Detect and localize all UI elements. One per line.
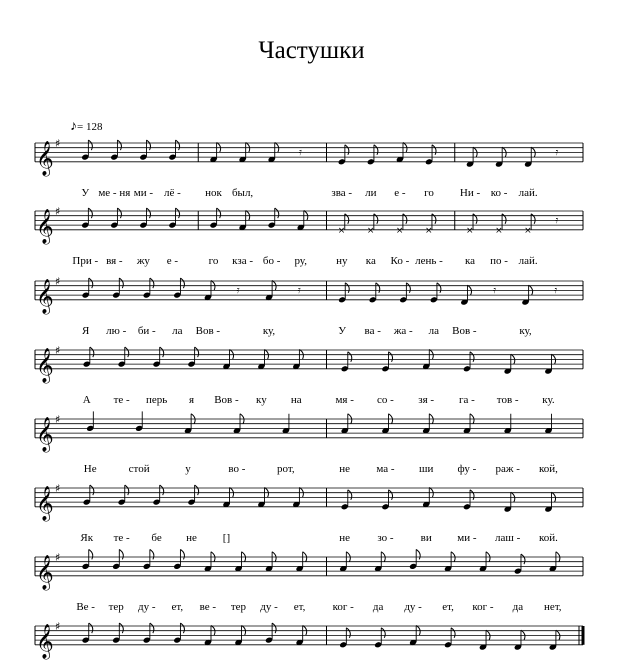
note-flag (89, 278, 93, 288)
note-flag (521, 554, 525, 564)
note-flag (470, 490, 474, 500)
note-flag (374, 145, 378, 155)
note-flag (345, 145, 349, 155)
lyric-syllable: Я (81, 324, 90, 337)
lyric-syllable: Ни - (459, 186, 481, 199)
note-flag (470, 352, 474, 362)
note-flag (451, 628, 455, 638)
lyric-syllable: При - (72, 254, 99, 267)
lyric-syllable: ме - ня (98, 186, 131, 199)
lyric-syllable: лаш - (495, 531, 521, 544)
eighth-note-icon: ♪ (70, 119, 77, 134)
lyric-syllable: ли (365, 186, 377, 199)
lyric-syllable: зо - (377, 531, 394, 544)
lyric-syllable: кой, (538, 462, 558, 475)
lyric-syllable: лай. (518, 254, 538, 267)
lyric-syllable: ви (420, 531, 432, 544)
note-flag (125, 347, 129, 357)
note-flag (160, 485, 164, 495)
lyric-syllable: Як (80, 531, 94, 544)
sharp-icon: ♯ (55, 205, 61, 218)
note-flag (348, 352, 352, 362)
note-flag (150, 278, 154, 288)
lyric-syllable: жа - (393, 324, 413, 337)
rest-icon: 𝄿 (555, 215, 559, 227)
lyric-syllable: да (372, 600, 384, 613)
tempo-value: = 128 (77, 121, 103, 133)
lyric-syllable: лю - (106, 324, 127, 337)
lyric-syllable: лень - (415, 254, 443, 267)
note-flag (432, 145, 436, 155)
treble-clef-icon: 𝄞 (36, 278, 54, 314)
note-flag (150, 623, 154, 633)
lyric-syllable: Ко - (390, 254, 410, 267)
lyric-syllable: ла (172, 324, 183, 337)
note-flag (119, 623, 123, 633)
lyric-syllable: ма - (376, 462, 395, 475)
lyric-syllable: го (208, 254, 219, 267)
lyric-syllable: ко - (490, 186, 508, 199)
lyric-syllable: ет, (293, 600, 306, 613)
lyric-syllable: я (188, 393, 195, 406)
lyric-syllable: тер (108, 600, 124, 613)
lyric-syllable: ет, (171, 600, 184, 613)
lyric-syllable: у (185, 462, 191, 475)
x-notehead: × (395, 225, 404, 236)
lyric-syllable: кза - (232, 254, 253, 267)
x-notehead: × (466, 225, 474, 236)
lyric-syllable: ла (428, 324, 440, 337)
lyric-syllable: зя - (418, 393, 435, 406)
lyric-syllable: ду - (138, 600, 156, 613)
lyric-syllable: бо - (262, 254, 281, 267)
lyric-syllable: фу - (457, 462, 477, 475)
lyric-syllable: У (338, 324, 347, 337)
lyric-syllable: лай. (518, 186, 538, 199)
note-flag (180, 278, 184, 288)
note-flag (348, 490, 352, 500)
note-flag (376, 283, 380, 293)
lyric-syllable: ду - (404, 600, 422, 613)
rest-icon: 𝄿 (492, 285, 497, 297)
lyric-syllable: ет, (442, 600, 454, 613)
lyric-syllable: перь (145, 393, 168, 406)
sharp-icon: ♯ (55, 137, 61, 150)
lyric-syllable: нет, (544, 600, 562, 613)
lyric-syllable: ка (464, 254, 476, 267)
note-flag (88, 140, 92, 150)
lyric-syllable: ку. (542, 393, 555, 406)
x-notehead: × (366, 225, 375, 236)
lyric-syllable: не (186, 531, 197, 544)
lyric-syllable: был, (231, 186, 254, 199)
treble-clef-icon: 𝄞 (36, 347, 54, 383)
note-flag (160, 347, 164, 357)
lyric-syllable: ва - (364, 324, 381, 337)
treble-clef-icon: 𝄞 (36, 208, 54, 244)
lyric-syllable: тов - (496, 393, 519, 406)
rest-icon: 𝄿 (297, 285, 301, 297)
lyric-syllable: не (339, 531, 351, 544)
lyric-syllable: ку, (519, 324, 532, 337)
lyric-syllable: би - (137, 324, 156, 337)
lyric-syllable: ка (365, 254, 376, 267)
staff-system (35, 344, 583, 406)
note-flag (195, 485, 199, 495)
sharp-icon: ♯ (55, 620, 61, 633)
lyric-syllable: кой. (538, 531, 558, 544)
lyric-syllable: мя - (335, 393, 354, 406)
note-flag (150, 549, 154, 559)
lyric-syllable: е - (166, 254, 179, 267)
sharp-icon: ♯ (55, 413, 61, 426)
lyric-syllable: га - (459, 393, 475, 406)
lyric-syllable: не (339, 462, 351, 475)
lyric-syllable: бе (151, 531, 162, 544)
rest-icon: 𝄿 (236, 285, 240, 297)
lyric-syllable: те - (113, 531, 130, 544)
staff-system (35, 205, 583, 267)
lyric-syllable: тер (230, 600, 247, 613)
lyric-syllable: Ве - (76, 600, 95, 613)
note-flag (90, 485, 94, 495)
note-flag (89, 623, 93, 633)
lyric-syllable: нок (205, 186, 222, 199)
x-notehead: × (424, 225, 433, 236)
lyric-syllable: ну (336, 254, 348, 267)
rest-icon: 𝄿 (298, 147, 302, 159)
x-notehead: × (337, 225, 346, 236)
note-flag (437, 283, 441, 293)
treble-clef-icon: 𝄞 (36, 140, 54, 176)
rest-icon: 𝄿 (555, 147, 559, 159)
note-flag (195, 347, 199, 357)
lyric-syllable: ве - (199, 600, 217, 613)
note-flag (146, 140, 150, 150)
note-flag (117, 208, 121, 218)
note-flag (275, 208, 279, 218)
note-flag (146, 208, 150, 218)
x-notehead: × (524, 225, 532, 236)
treble-clef-icon: 𝄞 (36, 485, 54, 521)
lyric-syllable: те - (113, 393, 130, 406)
staff-system (35, 549, 583, 612)
staff-system (35, 411, 583, 474)
lyric-syllable: [] (222, 531, 231, 544)
lyric-syllable: раж - (495, 462, 520, 475)
note-flag (117, 140, 121, 150)
treble-clef-icon: 𝄞 (36, 554, 54, 590)
note-flag (416, 549, 420, 559)
lyric-syllable: е - (394, 186, 406, 199)
lyric-syllable: стой (128, 462, 150, 475)
note-flag (119, 278, 123, 288)
staff-system (35, 482, 583, 544)
lyric-syllable: Вов - (195, 324, 221, 337)
lyric-syllable: лё - (164, 186, 181, 199)
lyric-syllable: жу (136, 254, 150, 267)
note-flag (389, 490, 393, 500)
treble-clef-icon: 𝄞 (36, 416, 54, 452)
lyric-syllable: ру, (294, 254, 307, 267)
note-flag (176, 208, 180, 218)
staff-system (35, 620, 583, 670)
lyric-syllable: А (82, 393, 91, 406)
note-flag (90, 347, 94, 357)
lyric-syllable: вя - (106, 254, 123, 267)
sharp-icon: ♯ (55, 344, 61, 357)
staff-system (35, 137, 583, 199)
sharp-icon: ♯ (55, 482, 61, 495)
lyric-syllable: ког - (472, 600, 494, 613)
sharp-icon: ♯ (55, 551, 61, 564)
x-notehead: × (495, 225, 503, 236)
lyric-syllable: зва - (331, 186, 353, 199)
lyric-syllable: со - (377, 393, 394, 406)
note-flag (406, 283, 410, 293)
lyric-syllable: ми - (133, 186, 154, 199)
lyric-syllable: Не (83, 462, 97, 475)
lyric-syllable: ду - (260, 600, 278, 613)
sharp-icon: ♯ (55, 275, 61, 288)
note-flag (180, 549, 184, 559)
treble-clef-icon: 𝄞 (36, 623, 54, 659)
lyric-syllable: во - (228, 462, 246, 475)
score-title: Частушки (258, 37, 365, 64)
note-flag (89, 549, 93, 559)
lyric-syllable: ши (419, 462, 434, 475)
note-flag (272, 623, 276, 633)
note-flag (88, 208, 92, 218)
lyric-syllable: ми - (457, 531, 477, 544)
note-flag (217, 208, 221, 218)
lyric-syllable: Вов - (452, 324, 477, 337)
staff-system (35, 275, 583, 337)
rest-icon: 𝄿 (554, 285, 558, 297)
lyric-syllable: рот, (277, 462, 295, 475)
note-flag (180, 623, 184, 633)
lyric-syllable: ку (256, 393, 267, 406)
lyric-syllable: го (424, 186, 434, 199)
note-flag (125, 485, 129, 495)
lyric-syllable: ку, (262, 324, 276, 337)
lyric-syllable: Вов - (214, 393, 239, 406)
lyric-syllable: ког - (332, 600, 354, 613)
note-flag (389, 352, 393, 362)
lyric-syllable: да (512, 600, 524, 613)
note-flag (119, 549, 123, 559)
note-flag (346, 628, 350, 638)
note-flag (381, 628, 385, 638)
lyric-syllable: на (290, 393, 302, 406)
note-flag (345, 283, 349, 293)
lyric-syllable: по - (490, 254, 508, 267)
note-flag (176, 140, 180, 150)
lyric-syllable: У (81, 186, 90, 199)
